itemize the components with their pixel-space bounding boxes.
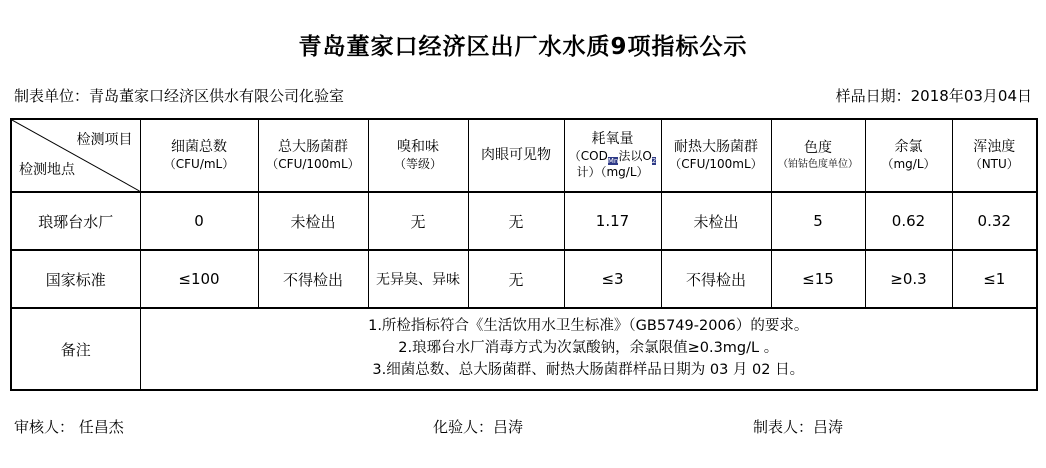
water-quality-table <box>10 118 1038 391</box>
remarks-label: 备注 <box>11 308 140 390</box>
table-cell: ≤15 <box>771 250 865 308</box>
col-header-thermotolerant-coliform: 耐热大肠菌群 （CFU/100mL） <box>661 119 771 192</box>
table-cell: 0.62 <box>865 192 952 250</box>
col-header-residual-chlorine: 余氯 （mg/L） <box>865 119 952 192</box>
table-cell: 0.32 <box>952 192 1037 250</box>
sample-date-label: 样品日期：2018年03月04日 <box>835 87 1032 105</box>
table-cell: 无 <box>368 192 468 250</box>
table-cell: 无 <box>468 250 564 308</box>
table-cell: 0 <box>140 192 258 250</box>
remarks-line-1: 1.所检指标符合《生活饮用水卫生标准》（GB5749-2006）的要求。 <box>368 318 809 335</box>
table-cell: ≤1 <box>952 250 1037 308</box>
corner-label-detection-item: 检测项目 <box>76 132 133 148</box>
remarks-content <box>140 308 1037 390</box>
col-header-cod: 耗氧量 （$COD_{Mn}$法以$O_2$计）（mg/L） <box>564 119 661 192</box>
page-title: 青岛董家口经济区出厂水水质9项指标公示 <box>298 34 748 60</box>
col-header-total-coliform: 总大肠菌群 （CFU/100mL） <box>258 119 368 192</box>
table-cell: ≥0.3 <box>865 250 952 308</box>
col-header-turbidity: 浑浊度 （NTU） <box>952 119 1037 192</box>
table-row-national-standard <box>11 250 1037 308</box>
table-cell: 未检出 <box>661 192 771 250</box>
table-cell: ≤3 <box>564 250 661 308</box>
table-cell: ≤100 <box>140 250 258 308</box>
remarks-line-2: 2.琅琊台水厂消毒方式为次氯酸钠，余氯限值≥0.3mg/L 。 <box>398 340 779 357</box>
header-row <box>11 119 1037 192</box>
corner-label-detection-site: 检测地点 <box>19 162 75 178</box>
prepared-by-label: 制表单位：青岛董家口经济区供水有限公司化验室 <box>14 87 345 105</box>
col-header-bacteria-total: 细菌总数 （CFU/mL） <box>140 119 258 192</box>
cod-unit-label: （$COD_{Mn}$法以$O_2$计）（mg/L） <box>568 148 657 180</box>
col-header-odor-taste: 嗅和味 （等级） <box>368 119 468 192</box>
preparer-label: 制表人：吕涛 <box>753 418 844 436</box>
remarks-row <box>11 308 1037 390</box>
table-cell: 不得检出 <box>258 250 368 308</box>
oxygen-subscript-2: 2 <box>651 157 657 166</box>
tester-label: 化验人：吕涛 <box>433 418 524 436</box>
table-cell: 未检出 <box>258 192 368 250</box>
col-header-chroma: 色度 （铂钴色度单位） <box>771 119 865 192</box>
table-cell: 无异臭、异味 <box>368 250 468 308</box>
row-label-langyatai-plant: 琅琊台水厂 <box>11 192 140 250</box>
table-row-langyatai-plant <box>11 192 1037 250</box>
corner-cell <box>11 119 140 192</box>
row-label-national-standard: 国家标准 <box>11 250 140 308</box>
table-cell: 1.17 <box>564 192 661 250</box>
cod-subscript-mn: Mn <box>607 157 619 166</box>
table-cell: 5 <box>771 192 865 250</box>
remarks-line-3: 3.细菌总数、总大肠菌群、耐热大肠菌群样品日期为 03 月 02 日。 <box>372 361 805 378</box>
table-cell: 不得检出 <box>661 250 771 308</box>
reviewer-label: 审核人： 任昌杰 <box>14 418 124 436</box>
table-cell: 无 <box>468 192 564 250</box>
col-header-visible-matter: 肉眼可见物 <box>468 119 564 192</box>
